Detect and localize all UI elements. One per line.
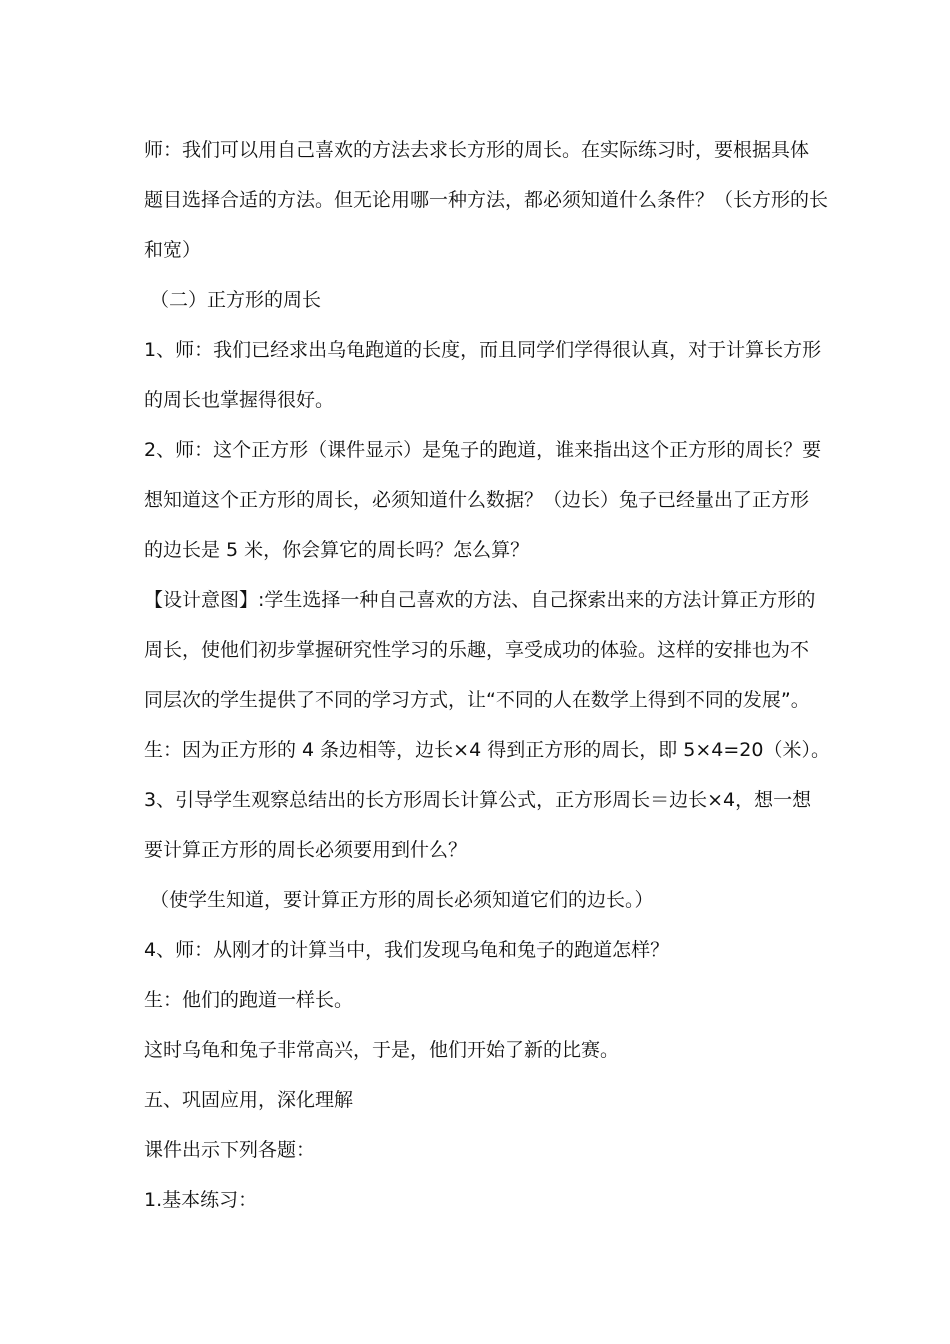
paragraph-line: 1.基本练习： <box>144 1189 258 1211</box>
section-heading: （二）正方形的周长 <box>150 289 322 311</box>
paragraph-line: 师：我们可以用自己喜欢的方法去求长方形的周长。在实际练习时，要根据具体 <box>144 139 810 161</box>
paragraph-line: 这时乌龟和兔子非常高兴，于是，他们开始了新的比赛。 <box>144 1039 620 1061</box>
paragraph-line: （使学生知道，要计算正方形的周长必须知道它们的边长。） <box>150 889 654 911</box>
paragraph-line: 要计算正方形的周长必须要用到什么？ <box>144 839 468 861</box>
paragraph-line: 周长，使他们初步掌握研究性学习的乐趣，享受成功的体验。这样的安排也为不 <box>144 639 810 661</box>
paragraph-line: 1、师：我们已经求出乌龟跑道的长度，而且同学们学得很认真，对于计算长方形 <box>144 339 822 361</box>
paragraph-line: 生：他们的跑道一样长。 <box>144 989 354 1011</box>
paragraph-line: 同层次的学生提供了不同的学习方式，让“不同的人在数学上得到不同的发展”。 <box>144 689 810 711</box>
paragraph-line: 课件出示下列各题： <box>144 1139 316 1161</box>
paragraph-line: 生：因为正方形的 4 条边相等，边长×4 得到正方形的周长，即 5×4=20（米）。 <box>144 739 830 761</box>
paragraph-line: 的边长是 5 米，你会算它的周长吗？怎么算？ <box>144 539 530 561</box>
paragraph-line: 【设计意图】:学生选择一种自己喜欢的方法、自己探索出来的方法计算正方形的 <box>144 589 816 611</box>
paragraph-line: 想知道这个正方形的周长，必须知道什么数据？（边长）兔子已经量出了正方形 <box>144 489 810 511</box>
paragraph-line: 和宽） <box>144 239 202 261</box>
paragraph-line: 的周长也掌握得很好。 <box>144 389 335 411</box>
paragraph-line: 题目选择合适的方法。但无论用哪一种方法，都必须知道什么条件？（长方形的长 <box>144 189 829 211</box>
paragraph-line: 2、师：这个正方形（课件显示）是兔子的跑道，谁来指出这个正方形的周长？要 <box>144 439 822 461</box>
paragraph-line: 4、师：从刚才的计算当中，我们发现乌龟和兔子的跑道怎样？ <box>144 939 670 961</box>
paragraph-line: 3、引导学生观察总结出的长方形周长计算公式，正方形周长＝边长×4，想一想 <box>144 789 812 811</box>
section-heading: 五、巩固应用，深化理解 <box>144 1089 354 1111</box>
